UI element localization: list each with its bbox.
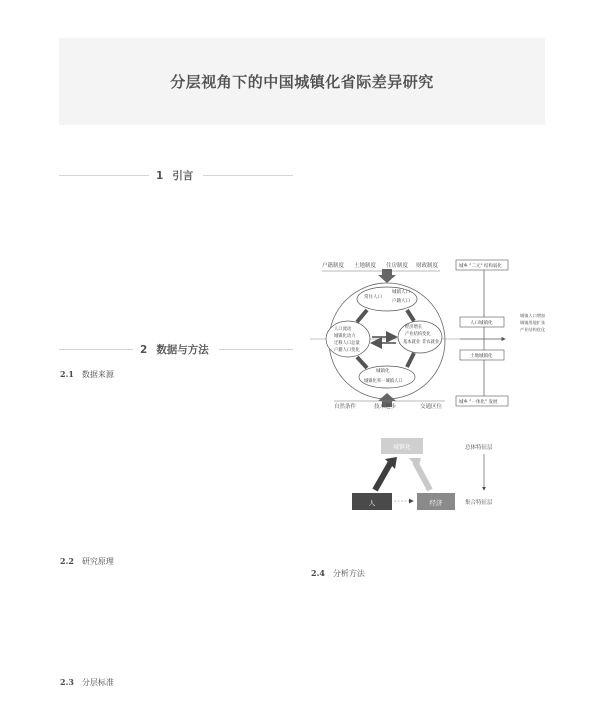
section-heading-2 <box>140 342 209 357</box>
section-number: 2 <box>140 344 148 356</box>
layer-label: 集合特征层 <box>465 500 493 506</box>
side-note: 产业结构优化 <box>520 327 546 332</box>
node-text: 迁移人口总量 <box>334 341 360 346</box>
section-title: 引言 <box>172 170 194 182</box>
title-banner <box>59 38 545 125</box>
subsection-number: 2.1 <box>60 369 74 379</box>
top-label: 财政制度 <box>416 263 439 269</box>
subsection-heading-2-2 <box>60 556 114 567</box>
stage-text: 城乡 "二元" 结构弱化 <box>459 264 502 269</box>
stage-text: 人口城镇化 <box>470 321 493 326</box>
arrow-up-icon <box>375 462 391 490</box>
node-label: 经济 <box>429 499 443 507</box>
section-rule-right <box>203 175 293 176</box>
figure-urbanization-mechanism <box>310 255 560 413</box>
flow-arrow-icon <box>407 310 414 321</box>
subsection-heading-2-3 <box>60 677 114 688</box>
node-text: 城镇化动力 <box>334 334 356 339</box>
node-text: 产业结构变化 <box>405 332 431 337</box>
section-rule-left <box>59 349 133 350</box>
node-label: 人 <box>368 499 376 507</box>
bottom-label: 交通区位 <box>420 404 443 410</box>
top-label: 土地制度 <box>354 263 377 269</box>
section-rule-right <box>219 349 293 350</box>
subsection-title: 分析方法 <box>332 569 365 578</box>
section-rule-left <box>59 175 149 176</box>
stage-text: 土地城镇化 <box>470 354 493 359</box>
node-text: 户籍人口变化 <box>334 348 360 353</box>
node-text: 经济增长 <box>405 325 423 330</box>
node-text: 城镇化率一城镇人口 <box>364 379 403 384</box>
subsection-number: 2.3 <box>60 677 74 687</box>
side-note: 城镇人口增加 <box>520 313 546 318</box>
section-title: 数据与方法 <box>156 344 209 356</box>
node-text: 城镇人口 <box>392 290 410 295</box>
section-heading-1 <box>156 168 193 183</box>
subsection-title: 数据来源 <box>81 370 114 379</box>
node-text: 户籍人口 <box>392 299 410 304</box>
layer-label: 总体特征层 <box>465 445 493 451</box>
node-text: 基本就业 <box>403 340 421 345</box>
subsection-heading-2-4 <box>311 568 365 579</box>
node-text: 非农就业 <box>422 340 440 345</box>
subsection-number: 2.4 <box>311 568 325 578</box>
flow-arrow-icon <box>407 353 414 367</box>
subsection-heading-2-1 <box>60 369 114 380</box>
flow-arrow-icon <box>357 310 367 322</box>
node-label: 城镇化 <box>392 444 412 451</box>
paper-title: 分层视角下的中国城镇化省际差异研究 <box>170 73 434 91</box>
flow-arrow-icon <box>357 357 367 368</box>
subsection-number: 2.2 <box>60 556 74 566</box>
section-number: 1 <box>156 170 164 182</box>
bottom-label: 自然条件 <box>334 404 357 410</box>
bottom-label: 技术进步 <box>374 404 397 410</box>
node-text: 人口流动 <box>334 327 352 332</box>
top-label: 户籍制度 <box>322 263 345 269</box>
subsection-title: 研究原理 <box>81 557 114 566</box>
subsection-title: 分层标准 <box>81 678 114 687</box>
top-label: 住房制度 <box>386 263 409 269</box>
stage-text: 城乡 "一体化" 发展 <box>459 400 498 405</box>
figure-layer-framework <box>345 432 515 524</box>
node-text: 常住人口 <box>364 295 382 300</box>
side-note: 城镇用地扩张 <box>520 320 546 325</box>
node-text: 城镇化 <box>376 369 390 374</box>
